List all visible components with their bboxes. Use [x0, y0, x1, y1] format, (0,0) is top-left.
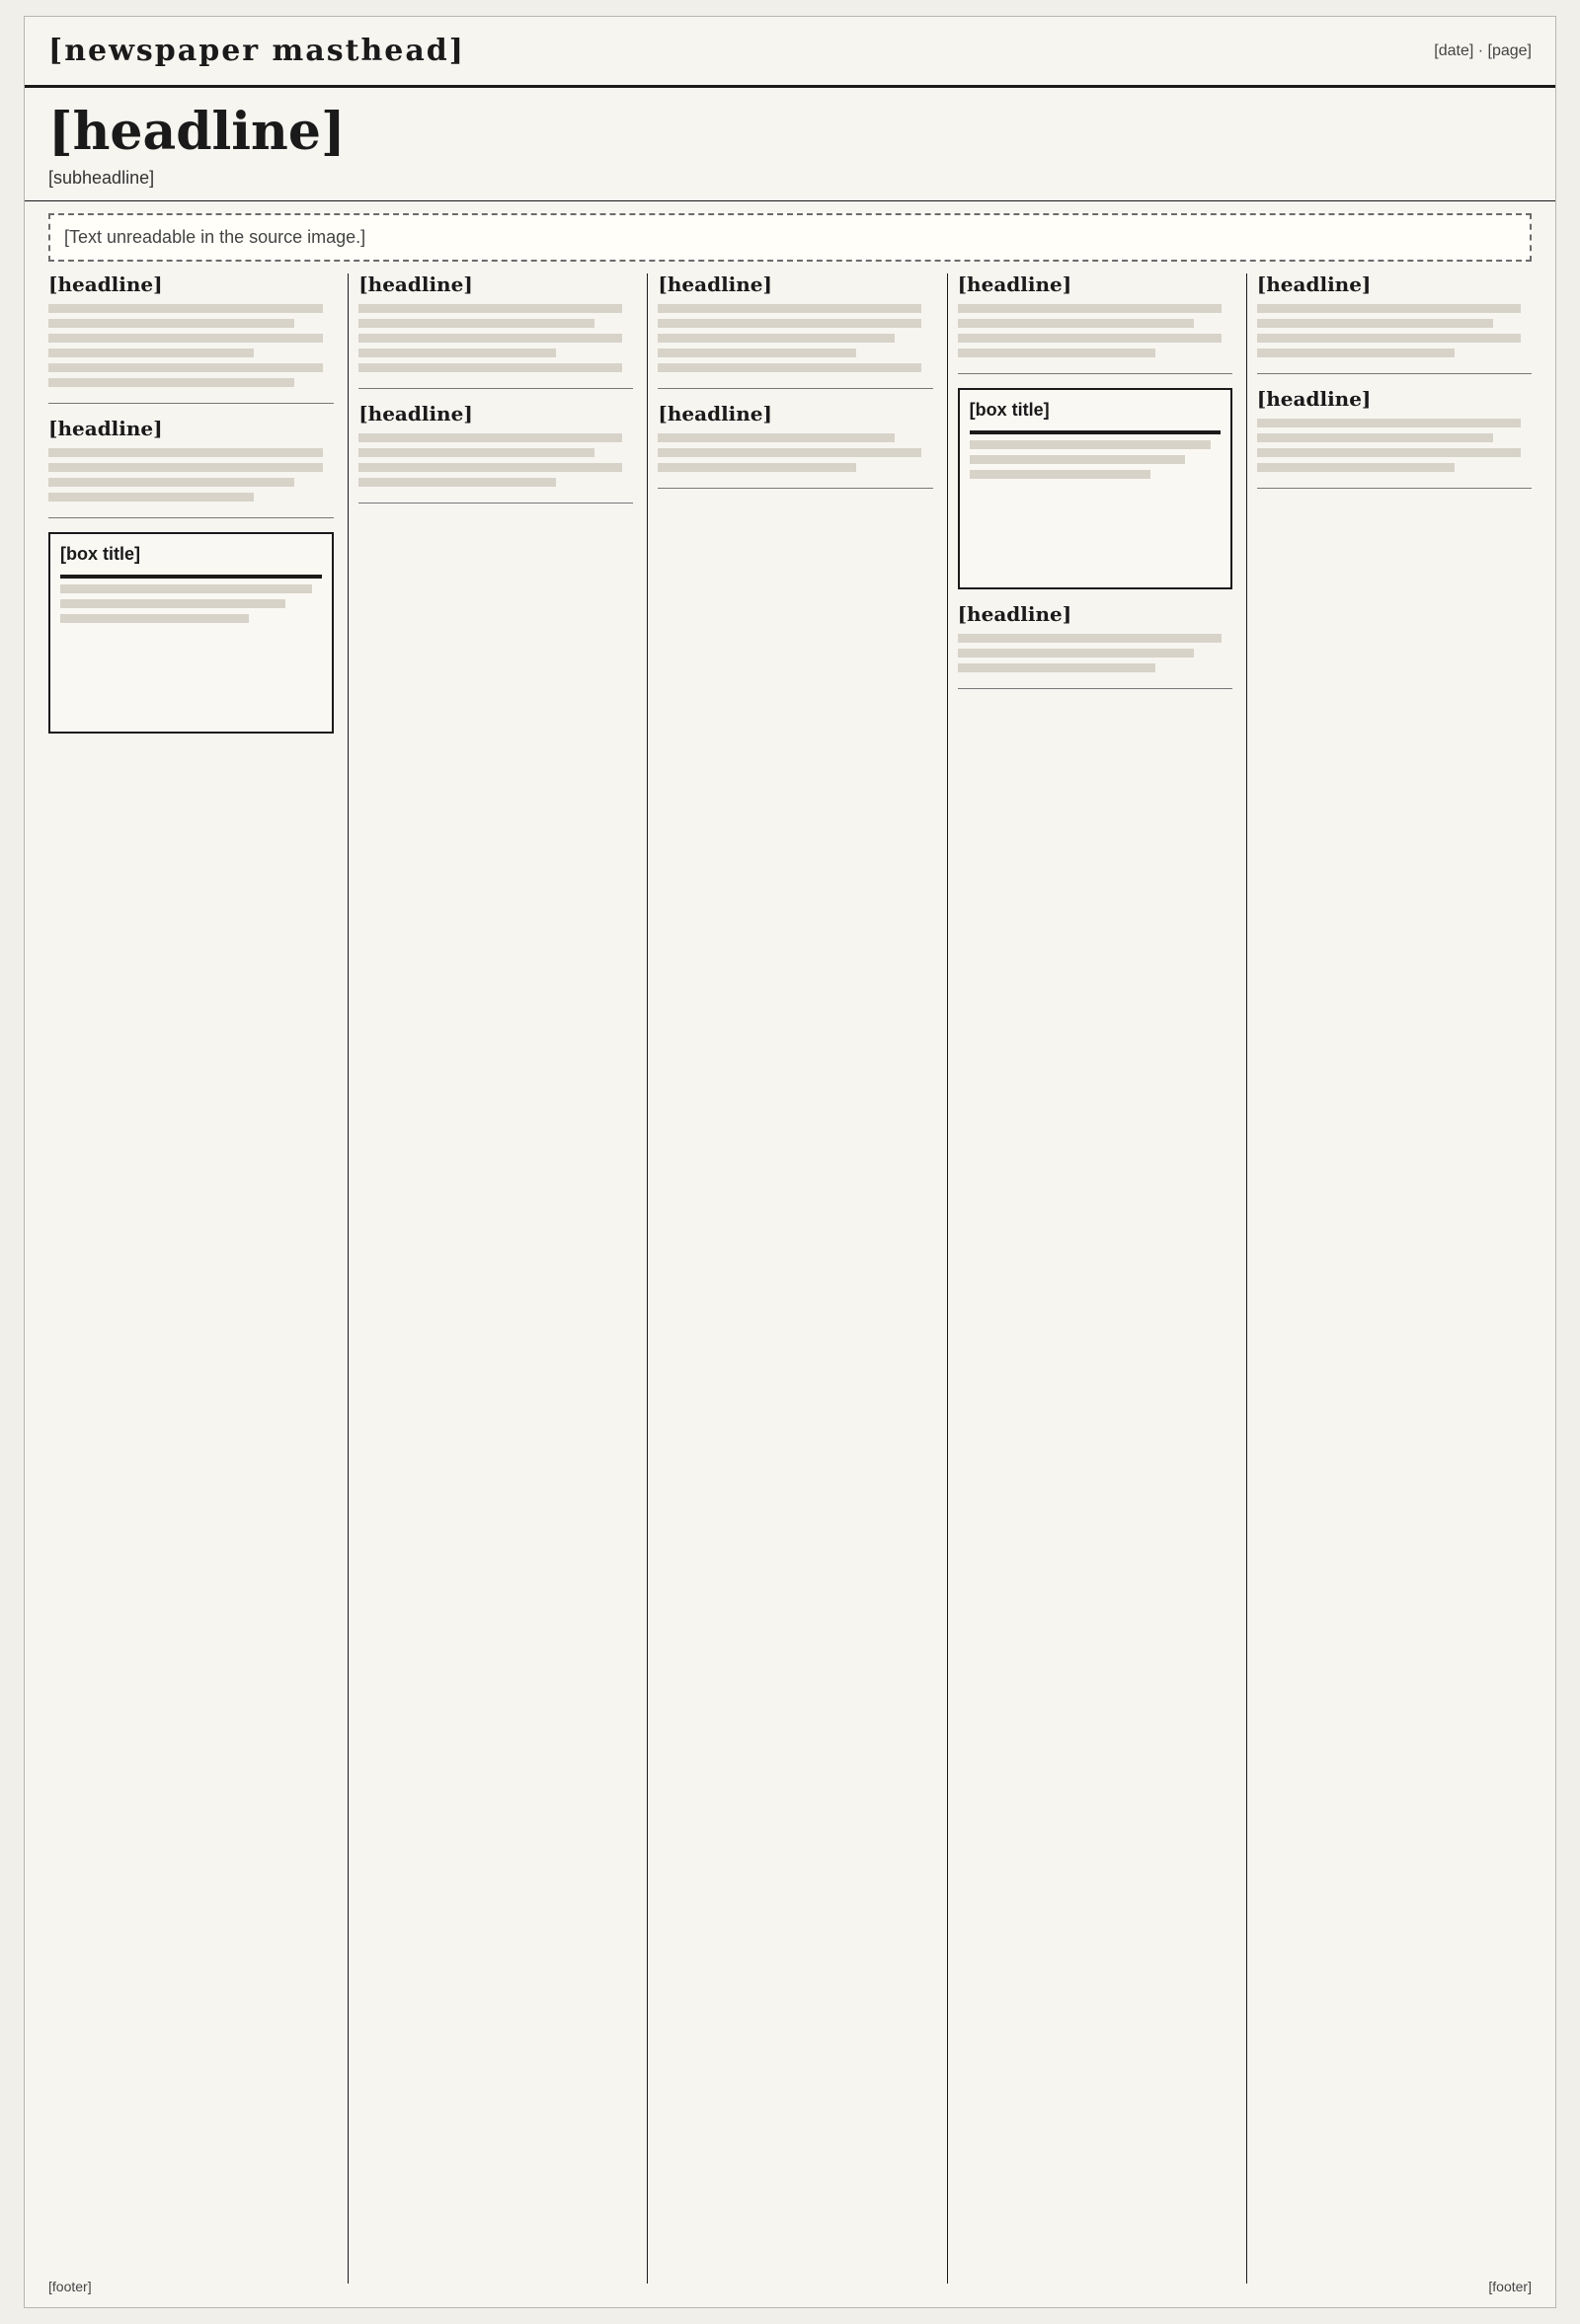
article — [658, 273, 932, 389]
text-line — [970, 455, 1186, 464]
text-line — [970, 440, 1211, 449]
text-line — [48, 349, 254, 357]
text-line — [658, 363, 921, 372]
article — [658, 403, 932, 489]
text-line — [48, 493, 254, 502]
text-line — [1257, 419, 1521, 427]
text-line — [48, 448, 323, 457]
text-line — [48, 463, 323, 472]
article-title: [headline] — [957, 602, 1072, 626]
column-5 — [1246, 273, 1532, 2284]
article-title: [headline] — [358, 273, 473, 296]
readability-notice: [Text unreadable in the source image.] — [48, 213, 1532, 262]
text-line — [60, 599, 285, 608]
lead-story — [25, 88, 1555, 201]
text-line — [358, 349, 556, 357]
text-line — [1257, 334, 1521, 343]
text-line — [1257, 349, 1455, 357]
column-1 — [48, 273, 334, 2284]
box-title: [box title] — [60, 544, 140, 564]
page-footer — [48, 2276, 1532, 2297]
text-line — [358, 334, 622, 343]
column-3 — [647, 273, 932, 2284]
text-line — [1257, 319, 1493, 328]
rule — [970, 430, 1221, 434]
header-date: [date] — [1434, 41, 1474, 59]
text-line — [48, 334, 323, 343]
article-title: [headline] — [48, 417, 163, 440]
text-line — [658, 349, 855, 357]
box-title: [box title] — [969, 400, 1050, 420]
text-line — [358, 478, 556, 487]
text-line — [658, 463, 855, 472]
text-line — [358, 433, 622, 442]
article-title: [headline] — [358, 402, 473, 426]
article — [1257, 388, 1532, 489]
article — [958, 273, 1232, 374]
text-line — [958, 319, 1194, 328]
text-line — [958, 304, 1222, 313]
boxed-item — [48, 532, 334, 734]
article — [48, 418, 334, 518]
rule — [60, 575, 322, 579]
text-line — [658, 334, 894, 343]
text-line — [1257, 433, 1493, 442]
article-title: [headline] — [1256, 273, 1372, 296]
text-line — [970, 470, 1150, 479]
text-line — [658, 433, 894, 442]
article-title: [headline] — [957, 273, 1072, 296]
article-title: [headline] — [658, 273, 772, 296]
text-line — [48, 304, 323, 313]
lead-subhead: [subheadline] — [48, 167, 155, 188]
text-line — [958, 634, 1222, 643]
text-line — [958, 649, 1194, 658]
article-columns — [48, 273, 1532, 2284]
text-line — [358, 463, 622, 472]
text-line — [48, 478, 294, 487]
text-line — [358, 304, 622, 313]
article — [358, 403, 633, 504]
text-line — [1257, 304, 1521, 313]
text-line — [658, 304, 921, 313]
lead-headline: [headline] — [48, 102, 346, 162]
text-line — [958, 334, 1222, 343]
text-line — [358, 319, 594, 328]
text-line — [48, 378, 294, 387]
header-sep: · — [1477, 41, 1488, 59]
header-page: [page] — [1487, 41, 1532, 59]
newspaper-page — [24, 16, 1556, 2308]
article — [358, 273, 633, 389]
text-line — [358, 363, 622, 372]
article — [1257, 273, 1532, 374]
page-header — [25, 17, 1555, 88]
text-line — [658, 319, 921, 328]
footer-left: [footer] — [48, 2279, 92, 2294]
column-2 — [348, 273, 633, 2284]
footer-right: [footer] — [1488, 2279, 1532, 2294]
masthead: [newspaper masthead] — [48, 34, 465, 68]
text-line — [1257, 463, 1455, 472]
article-title: [headline] — [1256, 387, 1372, 411]
column-4 — [947, 273, 1232, 2284]
text-line — [358, 448, 594, 457]
boxed-item — [958, 388, 1232, 589]
article — [958, 603, 1232, 689]
text-line — [1257, 448, 1521, 457]
header-meta — [1434, 42, 1532, 60]
text-line — [60, 614, 249, 623]
text-line — [48, 319, 294, 328]
text-line — [958, 663, 1155, 672]
text-line — [958, 349, 1155, 357]
text-line — [60, 584, 312, 593]
article-title: [headline] — [48, 273, 163, 296]
text-line — [48, 363, 323, 372]
article — [48, 273, 334, 404]
text-line — [658, 448, 921, 457]
article-title: [headline] — [658, 402, 772, 426]
